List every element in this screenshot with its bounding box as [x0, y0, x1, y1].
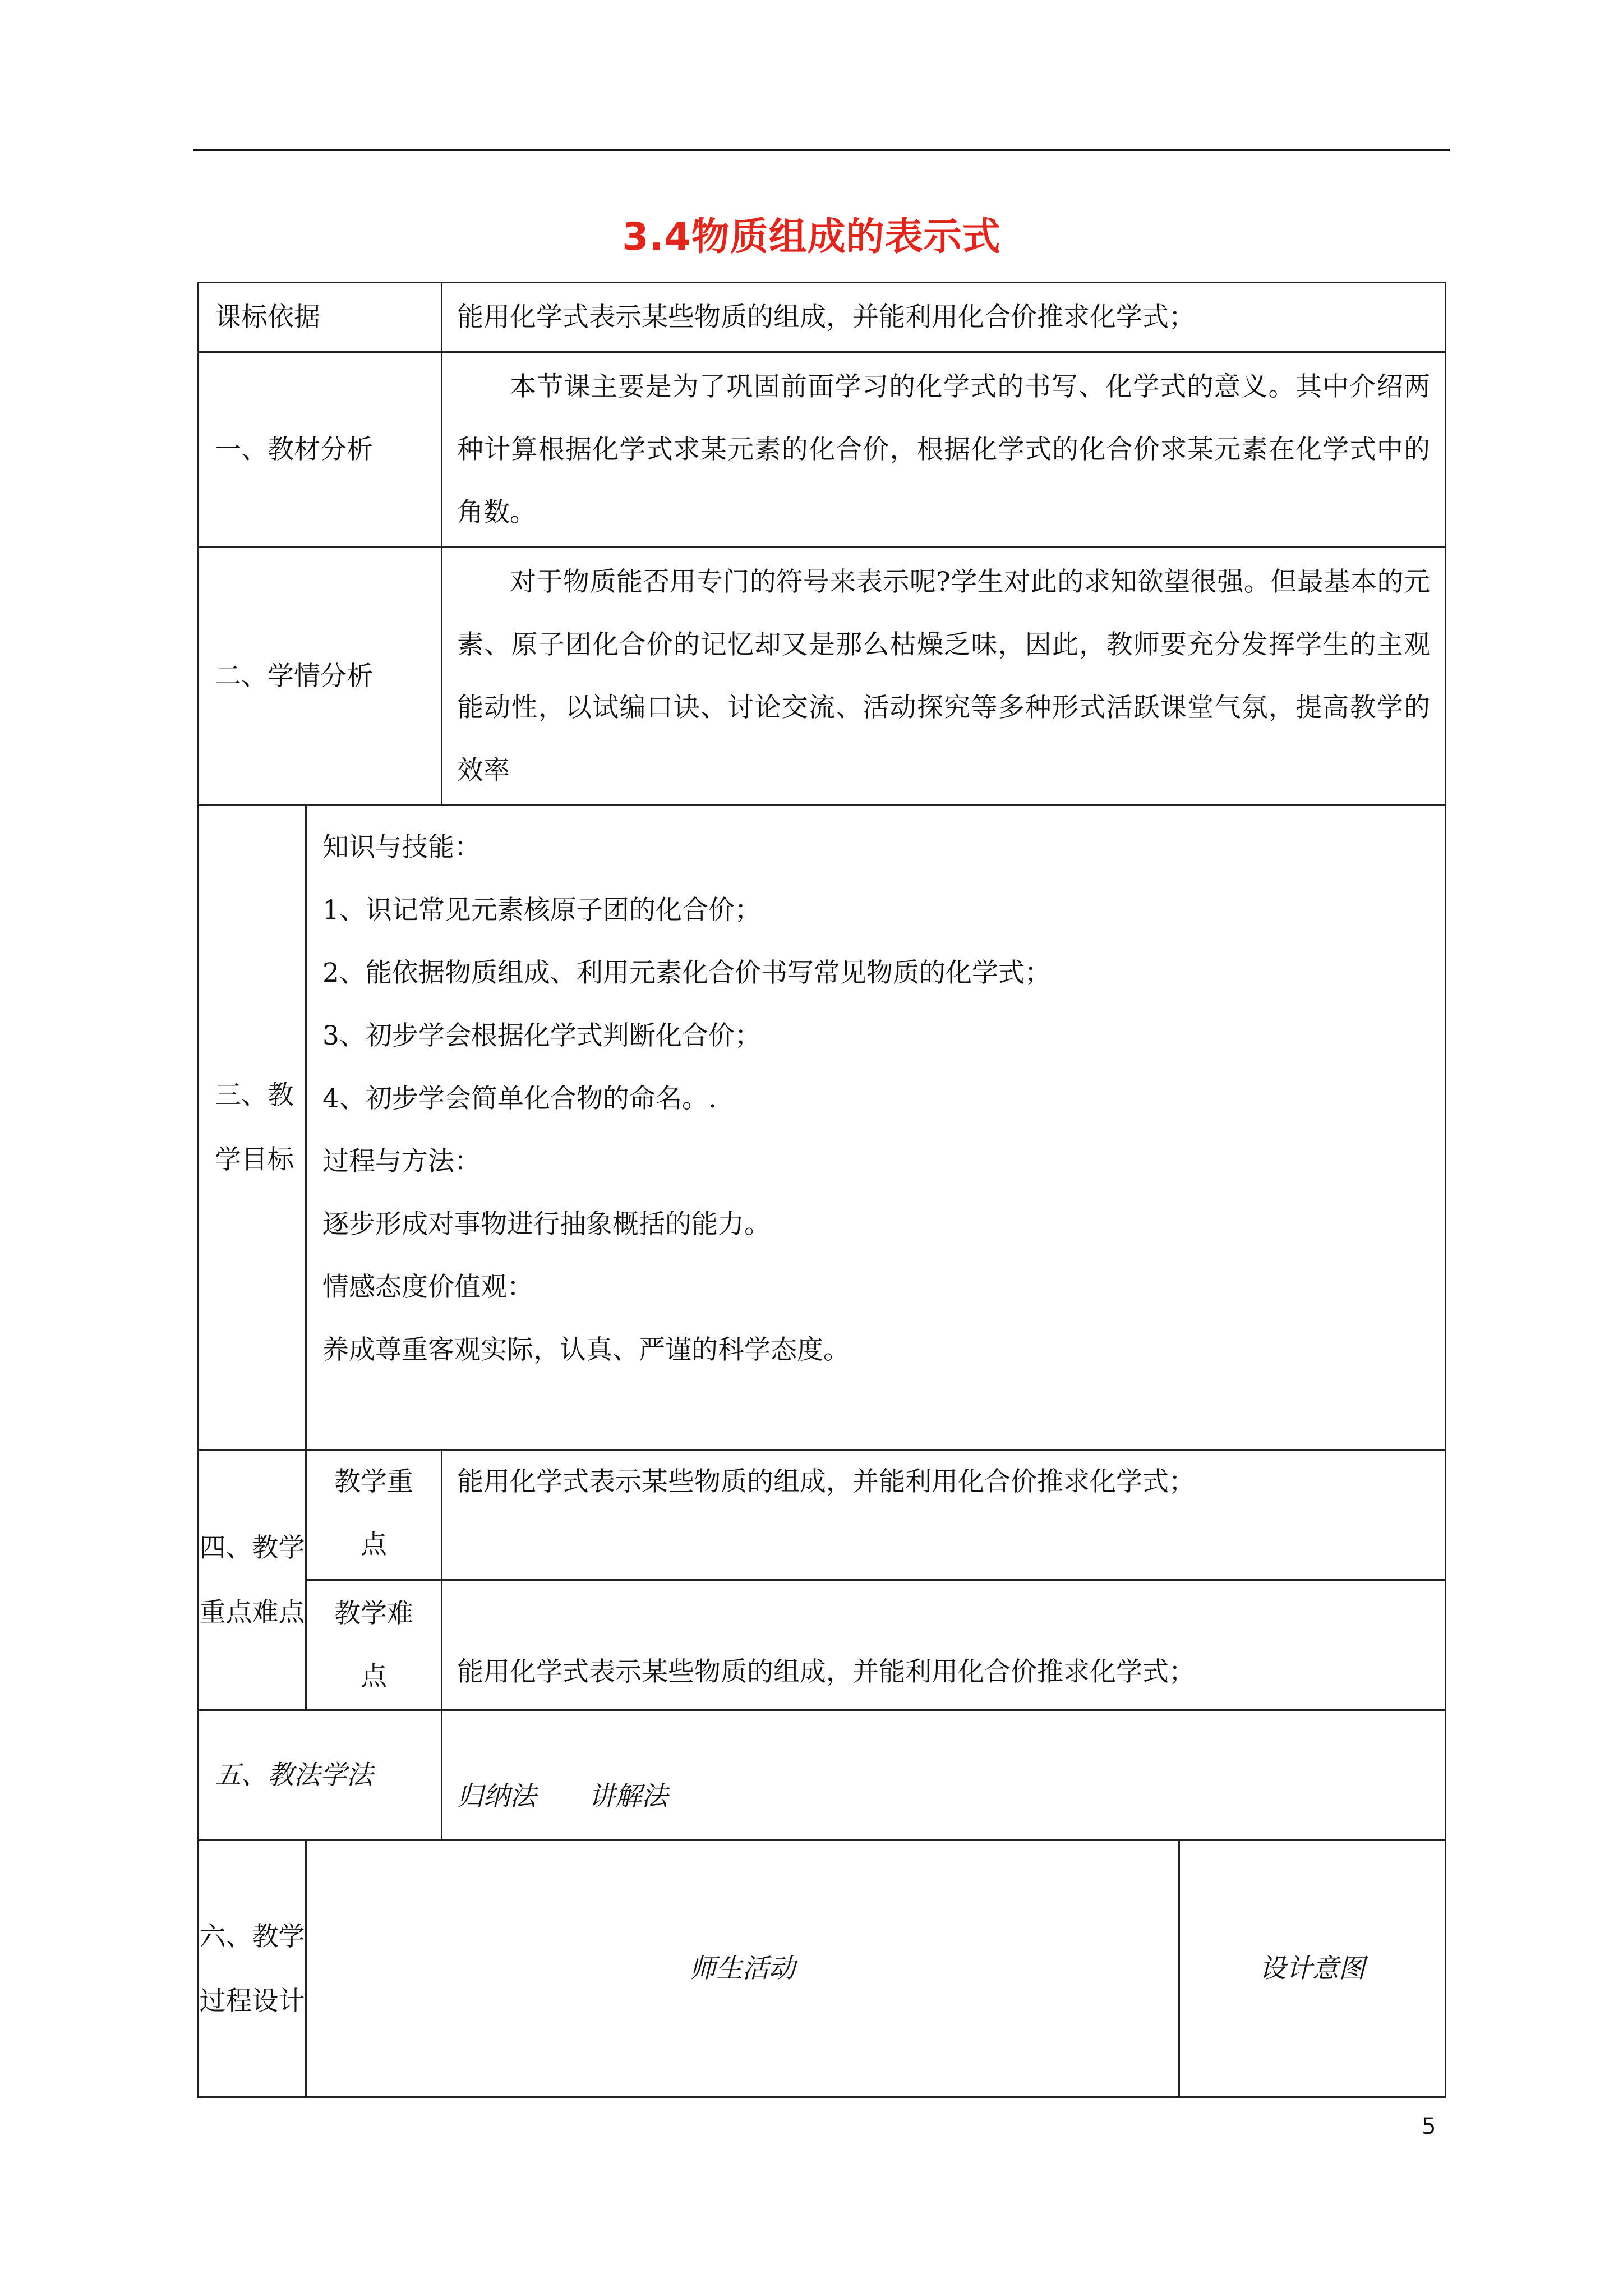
basis-label: 课标依据 — [199, 283, 442, 352]
lesson-plan-table — [197, 282, 1446, 2098]
table-row — [199, 283, 1446, 352]
objectives-label: 三、教学目标 — [199, 806, 306, 1450]
objectives-line: 2、能依据物质组成、利用元素化合价书写常见物质的化学式； — [322, 958, 1051, 988]
textbook-text: 本节课主要是为了巩固前面学习的化学式的书写、化学式的意义。其中介绍两种计算根据化学式求某元素的化合价，根据化学式的化合价求某元素在化学式中的角数。 — [442, 352, 1446, 547]
table-row — [199, 352, 1446, 547]
header-rule — [193, 149, 1450, 151]
objectives-line: 过程与方法： — [322, 1146, 481, 1177]
methods-label: 五、教法学法 — [199, 1710, 442, 1841]
students-text: 对于物质能否用专门的符号来表示呢?学生对此的求知欲望很强。但最基本的元素、原子团化合价的记忆却又是那么枯燥乏味，因此，教师要充分发挥学生的主观能动性，以试编口诀、讨论交流、活动探究等多种形式活跃课堂气氛，提高教学的效率 — [442, 547, 1446, 806]
students-label: 二、学情分析 — [199, 547, 442, 806]
objectives-content — [306, 806, 1446, 1450]
objectives-line: 知识与技能： — [322, 832, 481, 863]
process-label: 六、教学过程设计 — [199, 1841, 306, 2097]
objectives-line: 情感态度价值观： — [322, 1272, 533, 1303]
objectives-line: 1、识记常见元素核原子团的化合价； — [322, 895, 761, 926]
table-row — [199, 806, 1446, 1450]
methods-text: 归纳法 讲解法 — [442, 1710, 1446, 1841]
difficulty-text: 能用化学式表示某些物质的组成，并能利用化合价推求化学式； — [442, 1580, 1446, 1710]
objectives-line: 养成尊重客观实际，认真、严谨的科学态度。 — [322, 1335, 850, 1365]
focus-text: 能用化学式表示某些物质的组成，并能利用化合价推求化学式； — [442, 1450, 1446, 1580]
document-title: 3.4物质组成的表示式 — [622, 215, 1001, 259]
textbook-label: 一、教材分析 — [199, 352, 442, 547]
activity-column-header: 师生活动 — [306, 1841, 1179, 2097]
focus-label: 教学重点 — [306, 1450, 442, 1580]
difficulty-label: 教学难点 — [306, 1580, 442, 1710]
table-row — [199, 1580, 1446, 1710]
table-row — [199, 547, 1446, 806]
table-row — [199, 1450, 1446, 1580]
objectives-line: 4、初步学会简单化合物的命名。. — [322, 1083, 717, 1114]
objectives-line: 逐步形成对事物进行抽象概括的能力。 — [322, 1209, 771, 1240]
basis-text: 能用化学式表示某些物质的组成，并能利用化合价推求化学式； — [442, 283, 1446, 352]
table-row — [199, 1841, 1446, 2097]
objectives-line: 3、初步学会根据化学式判断化合价； — [322, 1020, 761, 1051]
intent-column-header: 设计意图 — [1179, 1841, 1446, 2097]
table-row — [199, 1710, 1446, 1841]
page-number: 5 — [1422, 2114, 1436, 2139]
keypoints-label: 四、教学重点难点 — [199, 1450, 306, 1710]
